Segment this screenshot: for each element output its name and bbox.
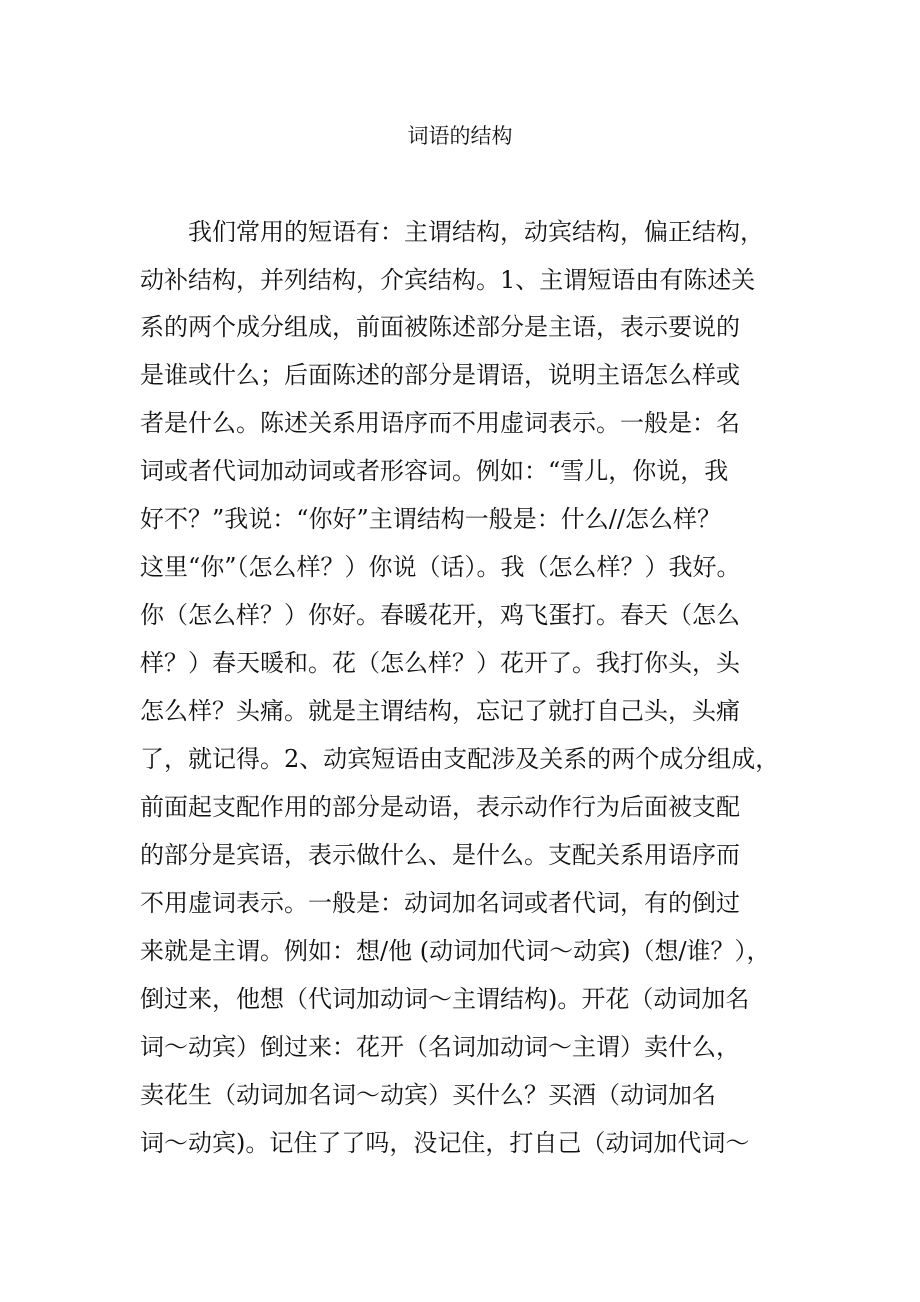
paragraph-line: 卖花生（动词加名词～动宾）买什么？买酒（动词加名	[140, 1081, 716, 1109]
paragraph-line: 词～动宾)。记住了了吗，没记住，打自己（动词加代词～	[140, 1129, 750, 1157]
paragraph-line: 来就是主谓。例如：想/他 (动词加代词～动宾)（想/谁？），	[140, 937, 771, 965]
paragraph-line: 你（怎么样？）你好。春暖花开，鸡飞蛋打。春天（怎么	[140, 601, 740, 629]
paragraph-line: 词～动宾）倒过来：花开（名词加动词～主谓）卖什么，	[140, 1033, 740, 1061]
paragraph-line: 前面起支配作用的部分是动语，表示动作行为后面被支配	[140, 793, 740, 821]
paragraph-line: 好不？”我说：“你好”主谓结构一般是：什么//怎么样？	[140, 505, 721, 533]
paragraph-line: 的部分是宾语，表示做什么、是什么。支配关系用语序而	[140, 841, 740, 869]
paragraph-line: 词或者代词加动词或者形容词。例如：“雪儿，你说，我	[140, 457, 729, 485]
paragraph-line: 动补结构，并列结构，介宾结构。1、主谓短语由有陈述关	[140, 266, 756, 294]
paragraph-line: 不用虚词表示。一般是：动词加名词或者代词，有的倒过	[140, 889, 740, 917]
paragraph-line: 系的两个成分组成，前面被陈述部分是主语，表示要说的	[140, 313, 740, 341]
paragraph-line: 这里“你”（怎么样？）你说（话）。我（怎么样？）我好。	[140, 553, 741, 581]
paragraph-line: 样？）春天暖和。花（怎么样？）花开了。我打你头，头	[140, 649, 740, 677]
paragraph-line: 怎么样？头痛。就是主谓结构，忘记了就打自己头，头痛	[140, 697, 740, 725]
paragraph-line: 者是什么。陈述关系用语序而不用虚词表示。一般是：名	[140, 409, 740, 437]
paragraph-line: 我们常用的短语有：主谓结构，动宾结构，偏正结构，	[140, 218, 764, 246]
paragraph-line: 倒过来，他想（代词加动词～主谓结构)。开花（动词加名	[140, 985, 750, 1013]
paragraph-line: 是谁或什么；后面陈述的部分是谓语，说明主语怎么样或	[140, 361, 740, 389]
document-title: 词语的结构	[407, 124, 513, 148]
paragraph-line: 了，就记得。2、动宾短语由支配涉及关系的两个成分组成，	[140, 745, 780, 773]
